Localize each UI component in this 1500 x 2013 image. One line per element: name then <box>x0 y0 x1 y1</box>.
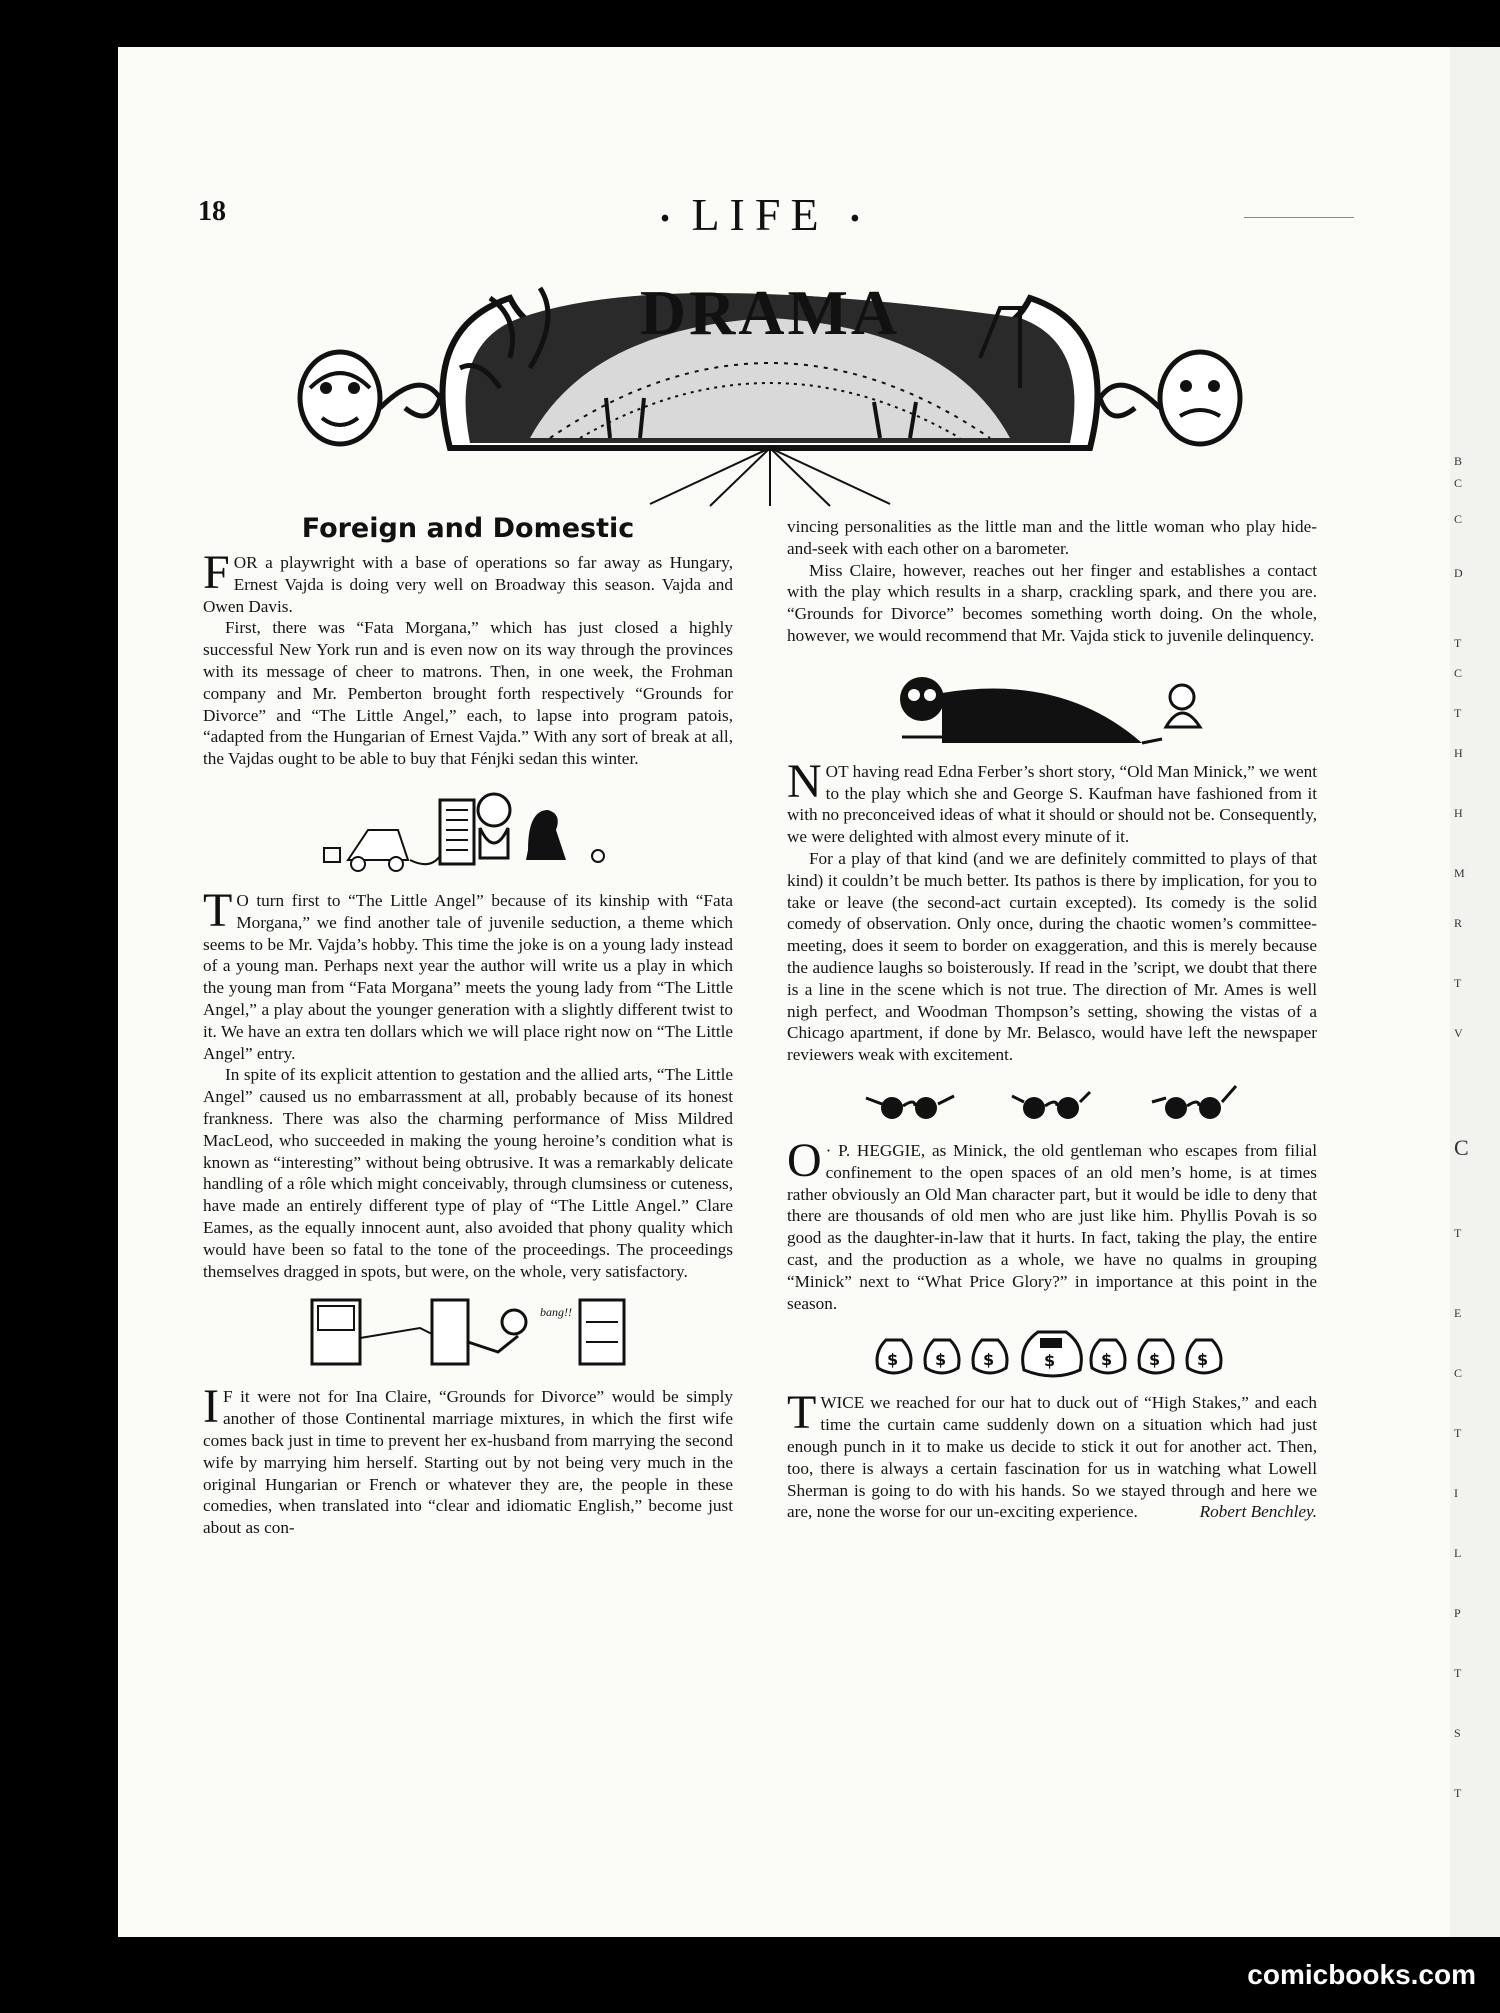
masthead-dot-icon: • <box>850 203 860 235</box>
paragraph <box>787 1133 1317 1314</box>
drop-cap: N <box>787 754 822 808</box>
drop-cap: I <box>203 1380 219 1434</box>
money-bag-icon <box>973 1340 1007 1373</box>
svg-text:$: $ <box>935 1350 947 1370</box>
paragraph-text: F it were not for Ina Claire, “Grounds for Divorce” would be simply another of those Continental marriage mixtures, in which the first wife comes back just in time to prevent her ex-husband from marrying the second wife by marrying him herself. Starting out by not being very much in the original Hungarian or French or whatever they are, the people in these comedies, when translated into “clear and idiomatic English,” become just about as con- <box>203 1387 733 1538</box>
spectacles-icon <box>1012 1092 1090 1119</box>
left-mask-icon <box>300 352 440 444</box>
page-number: 18 <box>198 196 226 227</box>
paragraph-text: WICE we reached for our hat to duck out of “High Stakes,” and each time the curtain came suddenly down on a situation which had just enough punch in it to make us decide to stick it out for another act. Then, too, there is always a certain fascination for us in watching what Lowell Sherman is going to do with his hands. So we stayed through and here we are, none the worse for our un-exciting experience. <box>787 1393 1317 1522</box>
paragraph-text: O turn first to “The Little Angel” because of its kinship with “Fata Morgana,” we find another tale of juvenile seduction, a theme which seems to be Mr. Vajda’s hobby. This time the joke is on a young lady instead of a young man. Perhaps next year the author will write us a play in which the young man from “Fata Morgana” meets the young lady from “The Little Angel,” a play about the younger generation with a slightly different twist to it. We have an extra ten dollars which we will place right now on “The Little Angel” entry. <box>203 890 733 1063</box>
sound-effect: bang!! <box>540 1305 572 1320</box>
paragraph: In spite of its explicit attention to gestation and the allied arts, “The Little Angel” caused us no embarrassment at all, probably because of its honest frankness. There was also the charming performance of Miss Mildred MacLeod, who succeeded in making the young heroine’s condition what is known as “interesting” without being obtrusive. It was a remarkably delicate handling of a rôle which might conceivably, through clumsiness or cuteness, have made an entirely different type of play of “The Little Angel.” Clare Eames, as the equally innocent aunt, also avoided that phony quality which would have been so fatal to the tone of the proceedings. The proceedings themselves dragged in spots, but were, on the whole, very satisfactory. <box>203 1065 733 1281</box>
author-signature: Robert Benchley. <box>1199 1502 1317 1522</box>
door-chase-vignette-illustration <box>308 1292 628 1372</box>
drop-cap: T <box>203 883 233 937</box>
banner-title: DRAMA <box>639 277 901 348</box>
drop-cap: O <box>787 1133 822 1187</box>
drop-cap: F <box>203 546 230 599</box>
watermark: comicbooks.com <box>1247 1959 1476 1990</box>
svg-text:$: $ <box>983 1350 995 1370</box>
paragraph: First, there was “Fata Morgana,” which has just closed a highly successful New York run and is even now on its way through the provinces with its message of cheer to matrons. Then, in one week, the Frohman company and Mr. Pemberton brought forth respectively “Grounds for Divorce” and “The Little Angel,” each, to lapse into program patois, “adapted from the Hungarian of Ernest Vajda.” With any sort of break at all, the Vajdas ought to be able to buy that Fénjki sedan this winter. <box>203 618 733 769</box>
top-rule <box>1244 217 1354 218</box>
masthead-dot-icon: • <box>660 203 670 235</box>
paragraph <box>787 754 1317 848</box>
paragraph <box>203 883 733 1064</box>
paragraph-text: · P. HEGGIE, as Minick, the old gentleman who escapes from filial confinement to the open spaces of an old men’s home, is at times rather obviously an Old Man character part, but it would be idle to deny that there are thousands of old men who are just like him. Phyllis Povah is so good as the daughter-in-law that it hurts. In fact, taking the play, the entire cast, and the production as a whole, we have no qualms in grouping “Minick” next to “What Price Glory?” in importance at this point in the season. <box>787 1140 1317 1313</box>
svg-text:$: $ <box>1044 1351 1056 1371</box>
svg-text:$: $ <box>887 1350 899 1370</box>
drop-cap: T <box>787 1386 817 1440</box>
large-money-bag-icon <box>1023 1332 1082 1376</box>
masthead <box>630 188 890 241</box>
adjacent-page-edge: B C C D T C T H H M R T V C T E C T I L P T S T <box>1450 47 1500 1937</box>
paragraph: Miss Claire, however, reaches out her finger and establishes a contact with the play which results in a sharp, crackling spark, and there you are. “Grounds for Divorce” becomes something worth doing. On the whole, however, we would recommend that Mr. Vajda stick to juvenile delinquency. <box>787 560 1317 645</box>
whiskers-vignette-illustration <box>882 657 1222 747</box>
paragraph <box>787 1386 1317 1523</box>
money-bags-vignette-illustration <box>872 1324 1232 1378</box>
spectacles-vignette-illustration <box>862 1076 1242 1126</box>
paragraph-text: OR a playwright with a base of operations so far away as Hungary, Ernest Vajda is doing very well on Broadway this season. Vajda and Owen Davis. <box>203 553 733 616</box>
spectacles-icon <box>866 1096 954 1119</box>
left-column <box>203 512 733 1539</box>
right-mask-icon <box>1100 352 1240 444</box>
drama-banner-illustration <box>280 248 1260 508</box>
money-bag-icon <box>1139 1340 1173 1373</box>
money-bag-icon <box>925 1340 959 1373</box>
paragraph-text: OT having read Edna Ferber’s short story, “Old Man Minick,” we went to the play which she and George S. Kaufman have fashioned from it with no preconceived ideas of what it should or should not be. Consequently, we were delighted with almost every minute of it. <box>787 761 1317 847</box>
money-bag-icon <box>877 1340 911 1373</box>
money-bag-icon <box>1091 1340 1125 1373</box>
svg-text:$: $ <box>1101 1350 1113 1370</box>
right-column <box>787 516 1317 1523</box>
paragraph <box>203 1380 733 1539</box>
paragraph: For a play of that kind (and we are definitely committed to plays of that kind) it couldn’t be much better. Its pathos is there by implication, for you to take or leave (the second-act curtain excepted). Its comedy is the solid comedy of observation. Only once, during the chaotic women’s committee-meeting, does it seem to border on exaggeration, and this is merely because the audience laughs so boisterously. If read in the ’script, we doubt that there is a line in the scene which is not true. The direction of Mr. Ames is well nigh perfect, and Woodman Thompson’s setting, showing the vistas of a Chicago apartment, if done by Mr. Belasco, would have left the newspaper reviewers weak with excitement. <box>787 848 1317 1065</box>
toys-vignette-illustration <box>318 780 618 876</box>
money-bag-icon <box>1187 1340 1221 1373</box>
paragraph: vincing personalities as the little man and the little woman who play hide-and-seek with each other on a barometer. <box>787 517 1317 558</box>
svg-text:$: $ <box>1149 1350 1161 1370</box>
paragraph <box>203 546 733 617</box>
svg-text:$: $ <box>1197 1350 1209 1370</box>
spectacles-icon <box>1152 1086 1236 1119</box>
masthead-title: LIFE <box>691 189 829 240</box>
article-title: Foreign and Domestic <box>301 513 635 544</box>
